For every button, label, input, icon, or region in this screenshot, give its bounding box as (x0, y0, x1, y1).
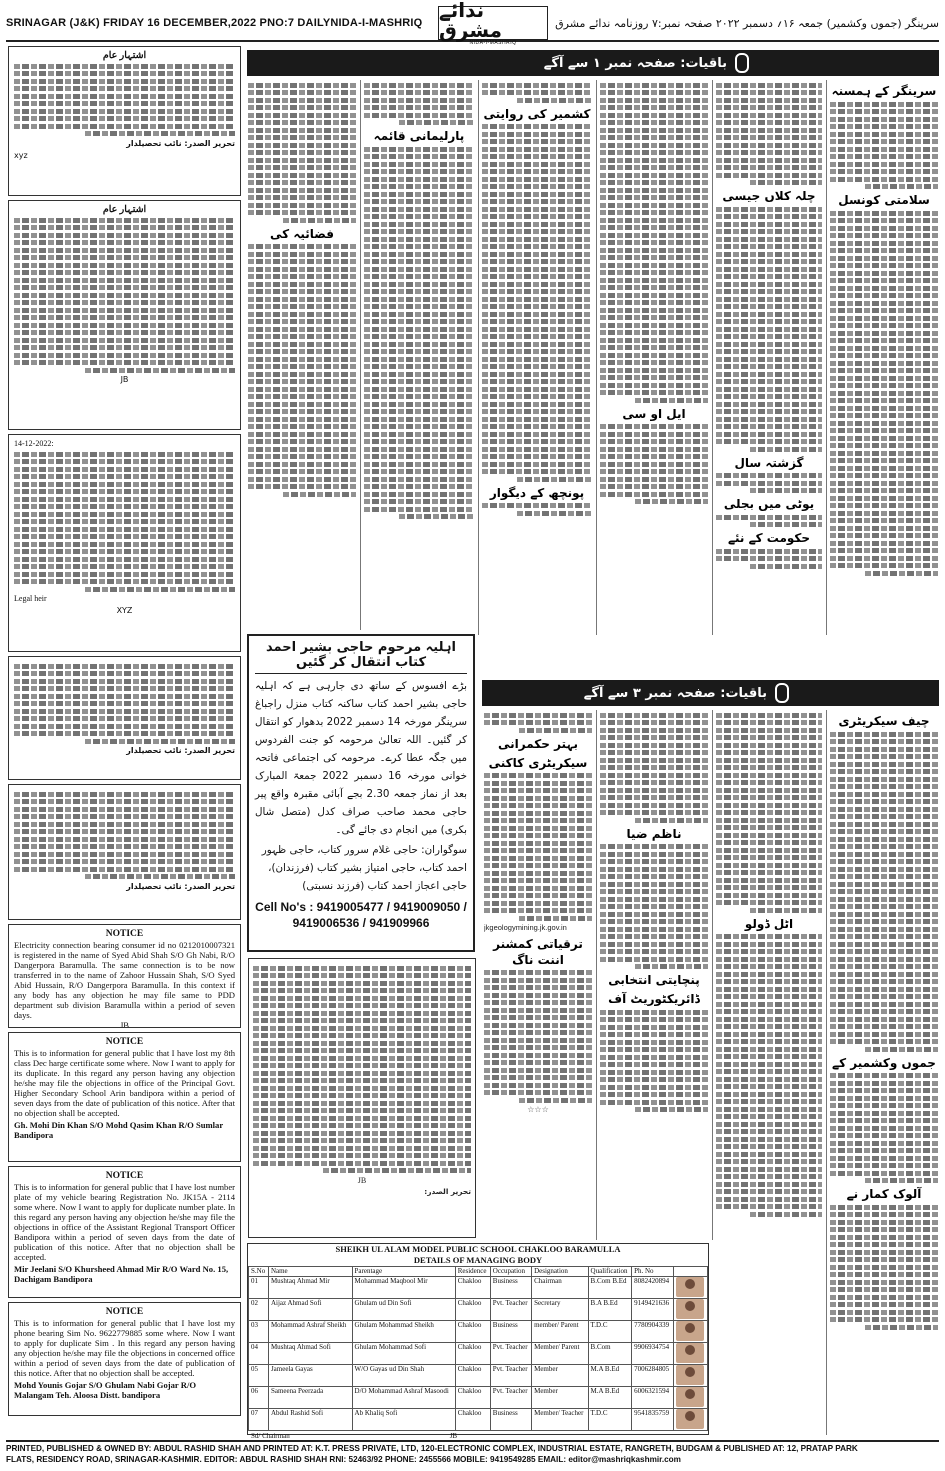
notice-sign: XYZ (116, 606, 133, 615)
notice-xyz: xyz (14, 150, 28, 160)
table-header-row (249, 1267, 708, 1277)
article-headline: حکومت کے نئے (727, 531, 811, 545)
notice-title: اشتہار عام (102, 51, 147, 61)
notice-date: 14-12-2022: (14, 439, 54, 448)
table-cell: T.D.C (588, 1321, 632, 1343)
table-cell: M.A B.Ed (588, 1365, 632, 1387)
continued-banner-bottom (482, 680, 939, 706)
table-cell: Chakloo (455, 1365, 490, 1387)
table-row (249, 1365, 708, 1387)
table-cell: 05 (249, 1365, 269, 1387)
member-photo (676, 1387, 704, 1407)
table-cell: 07 (249, 1409, 269, 1431)
member-photo-cell (673, 1409, 707, 1431)
table-cell: Ghulam Mohammad Sofi (352, 1343, 455, 1365)
table-cell: Chairman (532, 1277, 588, 1299)
table-cell: B.A B.Ed (588, 1299, 632, 1321)
article-text (716, 207, 822, 452)
notice-text (14, 792, 235, 880)
table-cell: 9541835759 (632, 1409, 674, 1431)
article-text (248, 83, 356, 223)
notice-text (14, 452, 235, 592)
article-headline: پونچھ کے دیگوار (489, 485, 585, 500)
table-cell: 9149421636 (632, 1299, 674, 1321)
photo-col-header (673, 1267, 707, 1277)
notice-body: This is to information for general public that I have lost my phone bearing Sim No. 9622779885 some where. Now I want to apply for duplicate Sim . In this regard any person having any objection he/she may file the objections in concerned office within a period of seven days from the date of publication of this notice. After that no objection shall be accepted. (14, 1318, 235, 1378)
table-cell: Chakloo (455, 1321, 490, 1343)
table-cell: Chakloo (455, 1343, 490, 1365)
article-column-2 (716, 80, 822, 640)
table-cell: Mushtaq Ahmad Mir (268, 1277, 352, 1299)
imprint-footer (6, 1440, 939, 1465)
article-headline: اٹل ڈولو (744, 916, 794, 931)
article-text (600, 713, 708, 823)
obituary-title: اہلیہ مرحوم حاجی بشیر احمد کتاب انتقال کر گئیں (255, 640, 467, 674)
newspaper-logo (438, 0, 548, 46)
notice-sign: JB (357, 1175, 367, 1185)
article-text (484, 773, 592, 921)
banner-text: باقیات: صفحہ نمبر ۱ سے آگے (543, 55, 727, 71)
table-cell: Business (490, 1321, 531, 1343)
member-photo-cell (673, 1321, 707, 1343)
article-text (482, 83, 592, 103)
table-cell: 01 (249, 1277, 269, 1299)
notice-body: This is to information for general public that I have lost my 8th class Dec harge certificate some where. Now I want to apply for its duplicate. In this regard any person having any objection he/she may file the objections in office of the Principal Govt. Higher Secondary School Arin bandipora within a period of seven days from the date of publication of this notice. After that no objection shall be accepted. (14, 1048, 235, 1118)
article-text (364, 147, 474, 520)
article-text (716, 934, 822, 1217)
article-text (484, 713, 592, 733)
stars-divider: ☆☆☆ (527, 1105, 549, 1115)
table-cell: Business (490, 1409, 531, 1431)
article-headline: پارلیمانی قائمہ (373, 129, 465, 143)
table-cell: Member (532, 1387, 588, 1409)
member-photo (676, 1321, 704, 1341)
article-text (482, 503, 592, 516)
table-subtitle: DETAILS OF MANAGING BODY (413, 1255, 543, 1265)
sim-notice (8, 1302, 241, 1416)
imprint-line-2: FLATS, RESIDENCY ROAD, SRINAGAR-KASHMIR. EDITOR: ABDUL RASHID SHAH RNI: 52463/92 PHONE: 2455566 MOBILE: 9419549285 EMAIL: editor@mashriqkashmir.com (6, 1454, 681, 1464)
table-cell: Ghulam Mohammad Sheikh (352, 1321, 455, 1343)
table-cell: Pvt. Teacher (490, 1299, 531, 1321)
article-headline: فضائیہ کی (270, 226, 334, 241)
article-column-10 (484, 710, 592, 1240)
masthead-left: SRINAGAR (J&K) FRIDAY 16 DECEMBER,2022 PNO:7 DAILYNIDA-I-MASHRIQ (6, 17, 423, 29)
article-headline: سیکریٹری کاکنی (488, 755, 588, 770)
masthead (6, 0, 939, 46)
col-header: Name (268, 1267, 352, 1277)
vehicle-notice (8, 1166, 241, 1298)
notice-sign: Mir Jeelani S/O Khursheed Ahmad Mir R/O Ward No. 15, Dachigam Bandipora (14, 1264, 229, 1284)
table-row (249, 1343, 708, 1365)
table-cell: Mohammad Maqbool Mir (352, 1277, 455, 1299)
urdu-notice-2 (8, 200, 241, 430)
article-text (716, 549, 822, 569)
article-column-8 (716, 710, 822, 1438)
urdu-notice-1 (8, 46, 241, 196)
table-cell: Sameena Peerzada (268, 1387, 352, 1409)
managing-body-table (247, 1243, 709, 1440)
table-cell: member/ Parent (532, 1321, 588, 1343)
col-header: Designation (532, 1267, 588, 1277)
table-cell: Member/ Parent (532, 1343, 588, 1365)
banner-text: باقیات: صفحہ نمبر ۳ سے آگے (583, 685, 767, 701)
article-text (716, 473, 822, 493)
table-jb: JB (449, 1432, 458, 1440)
article-headline: بہتر حکمرانی (498, 736, 578, 751)
article-text (600, 83, 708, 403)
article-text (830, 732, 938, 1052)
notice-title: NOTICE (105, 1171, 144, 1181)
table-cell: Member (532, 1365, 588, 1387)
notice-sign: تحریر الصدر: نائب تحصیلدار (126, 138, 235, 148)
article-text (830, 211, 938, 576)
notice-title: NOTICE (105, 929, 144, 939)
table-cell: 9906934754 (632, 1343, 674, 1365)
notice-title: اشتہار عام (102, 205, 147, 215)
article-headline: گزشتہ سال (734, 455, 804, 470)
article-headline: آلوک کمار نے (846, 1187, 922, 1201)
continued-banner-top (247, 50, 939, 76)
notice-title: NOTICE (105, 1037, 144, 1047)
member-photo-cell (673, 1365, 707, 1387)
paperclip-icon (775, 683, 789, 703)
col-header: Parentage (352, 1267, 455, 1277)
table-cell: D/O Mohammad Ashraf Masoodi (352, 1387, 455, 1409)
member-photo-cell (673, 1343, 707, 1365)
member-photo (676, 1343, 704, 1363)
article-column-6 (248, 80, 356, 628)
article-text (830, 1073, 938, 1183)
table-cell: Chakloo (455, 1277, 490, 1299)
table-cell: W/O Gayas ud Din Shah (352, 1365, 455, 1387)
table-cell: Business (490, 1277, 531, 1299)
table-cell: Ghulam ud Din Sofi (352, 1299, 455, 1321)
member-photo (676, 1277, 704, 1297)
article-column-5 (364, 80, 474, 635)
article-text (600, 1010, 708, 1113)
certificate-notice (8, 1032, 241, 1162)
table-cell: B.Com B.Ed (588, 1277, 632, 1299)
article-headline: چلہ کلاں جیسی (722, 189, 816, 203)
urdu-notice-4 (8, 656, 241, 780)
article-headline: یوٹی میں بجلی (723, 497, 815, 511)
imprint-line-1: PRINTED, PUBLISHED & OWNED BY: ABDUL RASHID SHAH AND PRINTED AT: K.T. PRESS PRIVATE, LTD, 120-ELECTRONIC COMPLEX, INDUSTRIAL ESTATE, RANGRETH, BUDGAM & PUBLISHED AT: 12, PRATAP PARK (6, 1444, 858, 1453)
table-row (249, 1387, 708, 1409)
article-text (830, 1205, 938, 1330)
member-photo (676, 1365, 704, 1385)
col-header: Qualification (588, 1267, 632, 1277)
obituary-mourners: سوگواران: حاجی غلام سرور کتاب، حاجی ظہور احمد کتاب، حاجی امتیاز بشیر کتاب (فرزندان)، حاجی اعجاز احمد کتاب (فرزند نسبتی) (261, 844, 467, 892)
table-cell: 02 (249, 1299, 269, 1321)
chairman-sign: Sd/ Chairman (251, 1432, 290, 1440)
notice-body: This is to information for general public that I have lost number plate of my vehicle bearing Registration No. JK15A - 2114 some where. Now I want to apply for duplicate number plate. In this regard any person having any objection he/she may file the objections in office of the Assistant Regional Transport Officer Bandipora within a period of seven days from the date of publication of this notice. After that no objection shall be accepted. (14, 1182, 235, 1262)
table-cell: Secretary (532, 1299, 588, 1321)
notice-sign: Mohd Younis Gojar S/O Ghulam Nabi Gojar R/O Malangam Teh. Aloosa Distt. bandipora (14, 1380, 197, 1400)
urdu-notice-5 (8, 784, 241, 920)
urdu-notice-middle (248, 958, 476, 1238)
notice-text (14, 218, 235, 373)
article-headline: جموں وکشمیر کے (832, 1055, 936, 1070)
obituary-phones: Cell No's : 9419005477 / 9419009050 / 9419006536 / 941909966 (255, 900, 467, 930)
notice-body: Electricity connection bearing consumer id no 0212010007321 is registered in the name of Syed Abid Shah S/O Gh Nabi, R/O Dangerpora Baramulla. The same connection is to be now transferred in to the name of Zahoor Hussain Shah, S/O Syed Abid Hussain, R/O Dangerpora Baramulla. In this context if any body has any objection he may file same to PDD department sub division Baramulla within a period of seven days. (14, 940, 235, 1020)
article-text (600, 424, 708, 504)
table-title: SHEIKH UL ALAM MODEL PUBLIC SCHOOL CHAKLOO BARAMULLA (335, 1244, 621, 1254)
article-headline: چیف سیکریٹری (838, 714, 930, 728)
table-cell: 04 (249, 1343, 269, 1365)
table-cell: Pvt. Teacher (490, 1387, 531, 1409)
legal-heir-label: Legal heir (14, 594, 47, 603)
col-header: S.No (249, 1267, 269, 1277)
logo-urdu: ندائے مشرق (439, 0, 503, 42)
article-column-4 (482, 80, 592, 640)
table-cell: Mushtaq Ahmad Sofi (268, 1343, 352, 1365)
notice-text (253, 966, 471, 1174)
table-cell: Chakloo (455, 1409, 490, 1431)
table-row (249, 1409, 708, 1431)
table-cell: M.A B.Ed (588, 1387, 632, 1409)
article-text (830, 102, 938, 190)
notice-sign: Gh. Mohi Din Khan S/O Mohd Qasim Khan R/O Sumlar Bandipora (14, 1120, 224, 1140)
table-cell: B.Com (588, 1343, 632, 1365)
table-cell: Jameela Gayas (268, 1365, 352, 1387)
table-cell: Mohammad Ashraf Sheikh (268, 1321, 352, 1343)
table-cell: Aijaz Ahmad Sofi (268, 1299, 352, 1321)
article-column-7 (830, 710, 938, 1438)
table-cell: Chakloo (455, 1299, 490, 1321)
notice-text (14, 64, 235, 137)
table-cell: Pvt. Teacher (490, 1365, 531, 1387)
masthead-right: سرینگر (جموں وکشمیر) جمعہ ۱۶؍ دسمبر ۲۰۲۲ صفحہ نمبر:۷ روزنامہ ندائے مشرق (555, 16, 939, 30)
table-cell: 7006284805 (632, 1365, 674, 1387)
notice-sign: تحریر الصدر: نائب تحصیلدار (126, 746, 235, 755)
article-headline: پنچایتی انتخابی (608, 973, 700, 987)
notices-column (8, 46, 241, 1420)
notice-sign: JB (120, 375, 129, 384)
obituary-body: بڑے افسوس کے ساتھ دی جارہی ہے کہ اہلیہ حاجی بشیر احمد کتاب ساکنہ کتاب منزل راجباغ سرینگر مورخہ 14 دسمبر 2022 بدھوار کو انتقال کر گئیں۔ اللہ تعالیٰ مرحومہ کو جنت الفردوس میں جگہ عطا کرے۔ مرحومہ کی اجتماعی فاتحہ خوانی مورخہ 16 دسمبر 2022 جمعۃ المبارک بعد از نماز جمعہ 2.30 بجے آبائی مقبرہ واقع پیر حاجی محمد صاحب صراف کدل (متصل شال بکری) میں انجام دی جائے گی۔ (255, 680, 468, 836)
article-headline: سرینگر کے ہمسنہ (831, 84, 937, 98)
table-row (249, 1277, 708, 1299)
members-table (248, 1266, 708, 1431)
logo-sub: NIDA-I-MASHRIQ (469, 40, 517, 46)
article-column-1 (830, 80, 938, 640)
table-cell: Member/ Teacher (532, 1409, 588, 1431)
article-text (716, 515, 822, 528)
col-header: Occupation (490, 1267, 531, 1277)
article-text (484, 970, 592, 1103)
table-cell: Pvt. Teacher (490, 1343, 531, 1365)
article-text (364, 83, 474, 126)
col-header: Ph. No (632, 1267, 674, 1277)
article-headline: کشمیر کی روایتی (483, 106, 591, 121)
notice-sign-urdu: تحریر الصدر: (424, 1187, 471, 1197)
article-headline: ڈائریکٹوریٹ آف (608, 992, 700, 1006)
notice-sign: JB (119, 1020, 130, 1028)
notice-sign: تحریر الصدر: نائب تحصیلدار (126, 881, 235, 891)
table-cell: 8082420894 (632, 1277, 674, 1299)
article-column-3 (600, 80, 708, 640)
article-headline: ایل او سی (622, 406, 686, 421)
paperclip-icon (735, 53, 749, 73)
member-photo-cell (673, 1299, 707, 1321)
article-headline: ترقیاتی کمشنر اننت ناگ (493, 936, 583, 967)
table-cell: 6006321594 (632, 1387, 674, 1409)
electricity-notice (8, 924, 241, 1028)
table-row (249, 1321, 708, 1343)
table-row (249, 1299, 708, 1321)
member-photo-cell (673, 1277, 707, 1299)
urdu-notice-3 (8, 434, 241, 652)
member-photo (676, 1409, 704, 1429)
article-headline: سلامتی کونسل (838, 193, 930, 207)
table-cell: 03 (249, 1321, 269, 1343)
website-link[interactable]: jkgeologymining.jk.gov.in (484, 923, 567, 932)
col-header: Residence (455, 1267, 490, 1277)
article-text (716, 83, 822, 186)
article-text (482, 124, 592, 482)
table-cell: Chakloo (455, 1387, 490, 1409)
article-headline: ناظم ضیا (626, 826, 682, 841)
article-text (600, 844, 708, 969)
notice-text (14, 664, 235, 744)
notice-title: NOTICE (105, 1307, 144, 1317)
member-photo-cell (673, 1387, 707, 1409)
member-photo (676, 1299, 704, 1319)
table-cell: 7780904339 (632, 1321, 674, 1343)
table-cell: Abdul Rashid Sofi (268, 1409, 352, 1431)
obituary-box (247, 634, 475, 952)
article-text (716, 713, 822, 913)
article-column-9 (600, 710, 708, 1240)
table-cell: T.D.C (588, 1409, 632, 1431)
table-cell: Ab Khaliq Sofi (352, 1409, 455, 1431)
table-cell: 06 (249, 1387, 269, 1409)
article-text (248, 244, 356, 497)
